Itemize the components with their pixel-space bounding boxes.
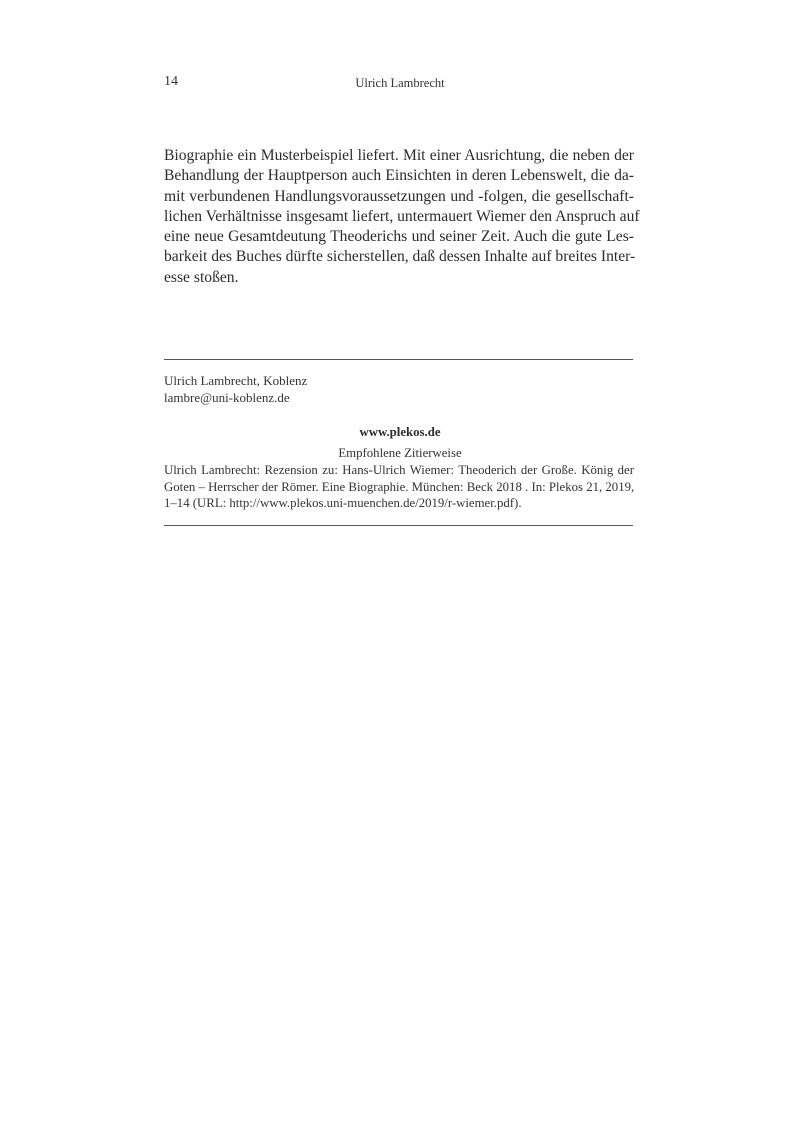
- plekos-site-link[interactable]: www.plekos.de: [359, 425, 441, 439]
- body-line: mit verbundenen Handlungsvoraussetzungen und -folgen, die gesellschaft-: [164, 187, 634, 205]
- author-name-location: Ulrich Lambrecht, Koblenz: [164, 373, 308, 388]
- author-email[interactable]: lambre@uni-koblenz.de: [164, 389, 290, 405]
- body-line: eine neue Gesamtdeutung Theoderichs und seiner Zeit. Auch die gute Les-: [164, 228, 634, 246]
- running-head: Ulrich Lambrecht: [355, 76, 445, 90]
- citation-line: Goten – Herrscher der Römer. Eine Biographie. München: Beck 2018 . In: Plekos 21, 2019,: [164, 479, 635, 494]
- divider-bottom: [164, 525, 633, 526]
- body-line: Behandlung der Hauptperson auch Einsichten in deren Lebenswelt, die da-: [164, 167, 634, 185]
- body-paragraph: [164, 146, 640, 288]
- citation-line: 1–14 (URL: http://www.plekos.uni-muenchen.de/2019/r-wiemer.pdf).: [164, 496, 522, 511]
- divider-top: [164, 359, 633, 360]
- page-number: 14: [164, 74, 178, 89]
- author-block: [164, 373, 307, 406]
- citation-heading: Empfohlene Zitierweise: [338, 446, 462, 460]
- body-line: lichen Verhältnisse insgesamt liefert, untermauert Wiemer den Anspruch auf: [164, 207, 640, 225]
- body-line: Biographie ein Musterbeispiel liefert. Mit einer Ausrichtung, die neben der: [164, 147, 634, 164]
- body-line: barkeit des Buches dürfte sicherstellen, daß dessen Inhalte auf breites Inter-: [164, 248, 636, 266]
- citation-text: [164, 462, 634, 512]
- citation-line: Ulrich Lambrecht: Rezension zu: Hans-Ulrich Wiemer: Theoderich der Große. König der: [164, 463, 634, 477]
- body-line: esse stoßen.: [164, 268, 239, 286]
